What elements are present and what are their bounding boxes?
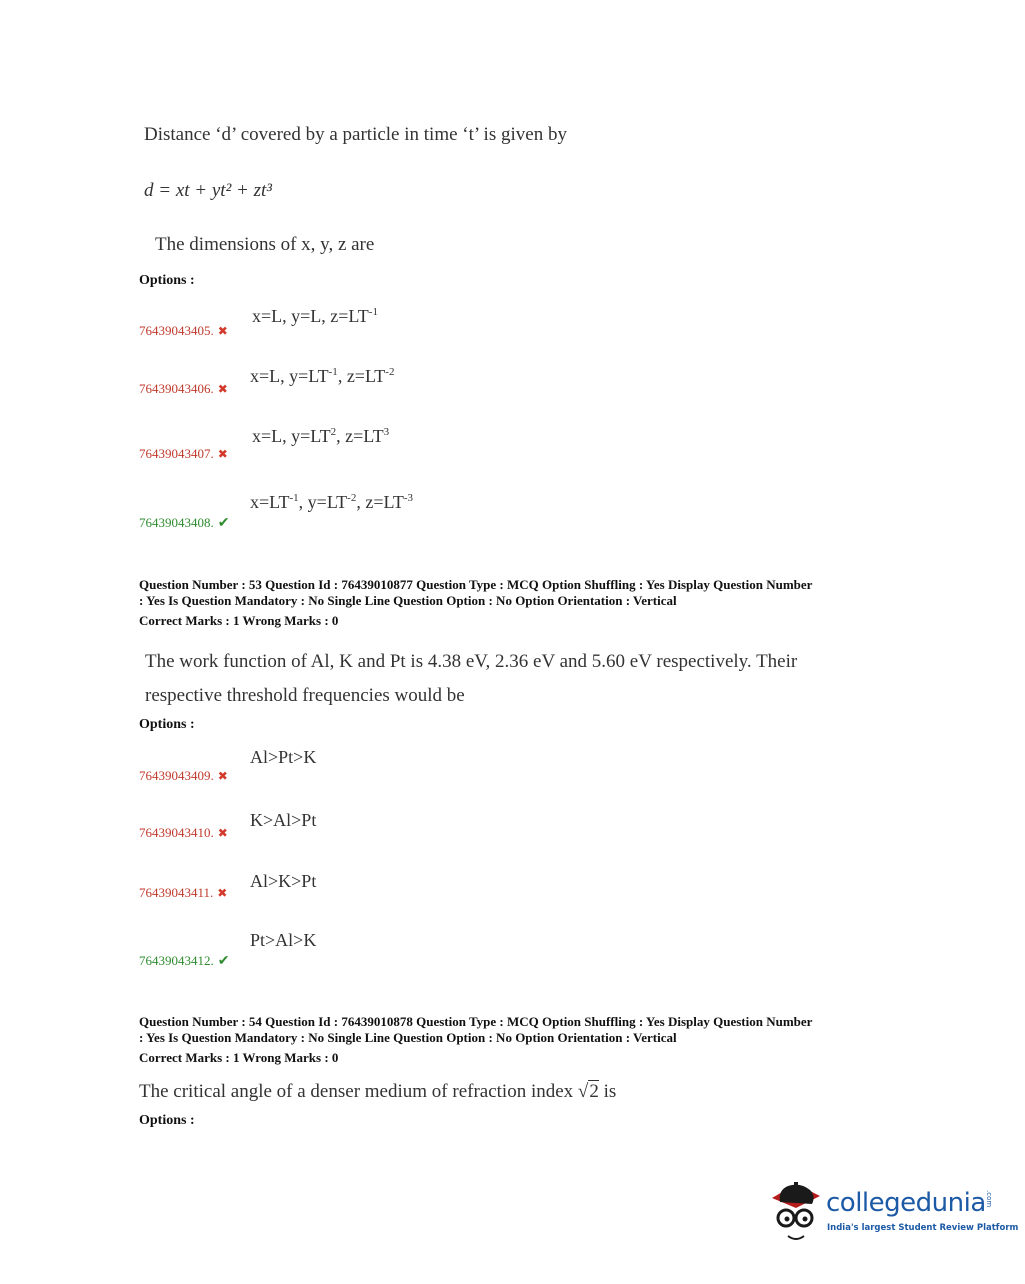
q52-prompt: The dimensions of x, y, z are bbox=[155, 234, 375, 255]
q52-options-label: Options : bbox=[139, 273, 195, 288]
cross-icon: ✖ bbox=[217, 826, 228, 840]
q53-option-3-id bbox=[139, 884, 227, 902]
q52-option-2-text: x=L, $y=LT^{-1}$, $z=LT^{-2}$ bbox=[250, 366, 395, 386]
q53-option-4-text: Pt>Al>K bbox=[250, 930, 317, 950]
cross-icon: ✖ bbox=[217, 382, 228, 396]
option-id: 76439043408. bbox=[139, 515, 214, 530]
q52-option-4-text: $x=LT^{-1}$, $y=LT^{-2}$, $z=LT^{-3}$ bbox=[250, 492, 413, 512]
q52-equation: d = xt + yt² + zt³ bbox=[144, 180, 272, 201]
mascot-icon bbox=[766, 1176, 824, 1244]
cross-icon: ✖ bbox=[217, 886, 228, 900]
cross-icon: ✖ bbox=[217, 324, 228, 338]
q54-stem: The critical angle of a denser medium of refraction index √2 is bbox=[139, 1081, 617, 1102]
logo-name: collegedunia bbox=[826, 1188, 986, 1218]
q52-option-1-id bbox=[139, 322, 228, 340]
option-id: 76439043407. bbox=[139, 446, 214, 461]
option-id: 76439043409. bbox=[139, 768, 214, 783]
q54-meta-line-1: Question Number : 54 Question Id : 76439010878 Question Type : MCQ Option Shuffling : Yes Display Question Number bbox=[139, 1014, 813, 1029]
q53-option-1-text: Al>Pt>K bbox=[250, 747, 317, 767]
option-id: 76439043406. bbox=[139, 381, 214, 396]
q53-meta-line-2: : Yes Is Question Mandatory : No Single Line Question Option : No Option Orientation : Vertical bbox=[139, 593, 677, 608]
option-id: 76439043411. bbox=[139, 885, 214, 900]
q53-marks: Correct Marks : 1 Wrong Marks : 0 bbox=[139, 613, 339, 628]
q53-option-1-id bbox=[139, 767, 228, 785]
q54-meta-line-2: : Yes Is Question Mandatory : No Single Line Question Option : No Option Orientation : Vertical bbox=[139, 1030, 677, 1045]
q54-marks: Correct Marks : 1 Wrong Marks : 0 bbox=[139, 1050, 339, 1065]
logo-tagline: India's largest Student Review Platform bbox=[827, 1223, 1019, 1233]
sqrt-symbol: √ bbox=[577, 1081, 589, 1102]
check-icon: ✔ bbox=[217, 516, 230, 531]
q53-option-4-id bbox=[139, 952, 229, 970]
q53-option-2-text: K>Al>Pt bbox=[250, 810, 317, 830]
q53-stem-line-2: respective threshold frequencies would be bbox=[145, 685, 465, 706]
option-id: 76439043412. bbox=[139, 953, 214, 968]
q54-options-label: Options : bbox=[139, 1113, 195, 1128]
q53-meta-line-1: Question Number : 53 Question Id : 76439010877 Question Type : MCQ Option Shuffling : Yes Display Question Number bbox=[139, 577, 813, 592]
logo-suffix: .com bbox=[985, 1190, 993, 1208]
q53-stem-line-1: The work function of Al, K and Pt is 4.38 eV, 2.36 eV and 5.60 eV respectively. Their bbox=[145, 651, 798, 672]
q52-option-3-text: x=L, $y=LT^2$, $z=LT^3$ bbox=[252, 426, 390, 446]
q52-option-3-id bbox=[139, 445, 228, 463]
option-id: 76439043410. bbox=[139, 825, 214, 840]
q52-option-1-text: x=L, y=L, $z=LT^{-1}$ bbox=[252, 306, 378, 326]
q53-option-2-id bbox=[139, 824, 228, 842]
q52-option-2-id bbox=[139, 380, 228, 398]
q52-option-4-id bbox=[139, 514, 229, 532]
q52-stem: Distance ‘d’ covered by a particle in time ‘t’ is given by bbox=[144, 124, 567, 145]
q53-options-label: Options : bbox=[139, 717, 195, 732]
cross-icon: ✖ bbox=[217, 769, 228, 783]
collegedunia-logo bbox=[766, 1176, 1019, 1246]
q53-option-3-text: Al>K>Pt bbox=[250, 871, 317, 891]
cross-icon: ✖ bbox=[217, 447, 228, 461]
check-icon: ✔ bbox=[217, 954, 230, 969]
option-id: 76439043405. bbox=[139, 323, 214, 338]
